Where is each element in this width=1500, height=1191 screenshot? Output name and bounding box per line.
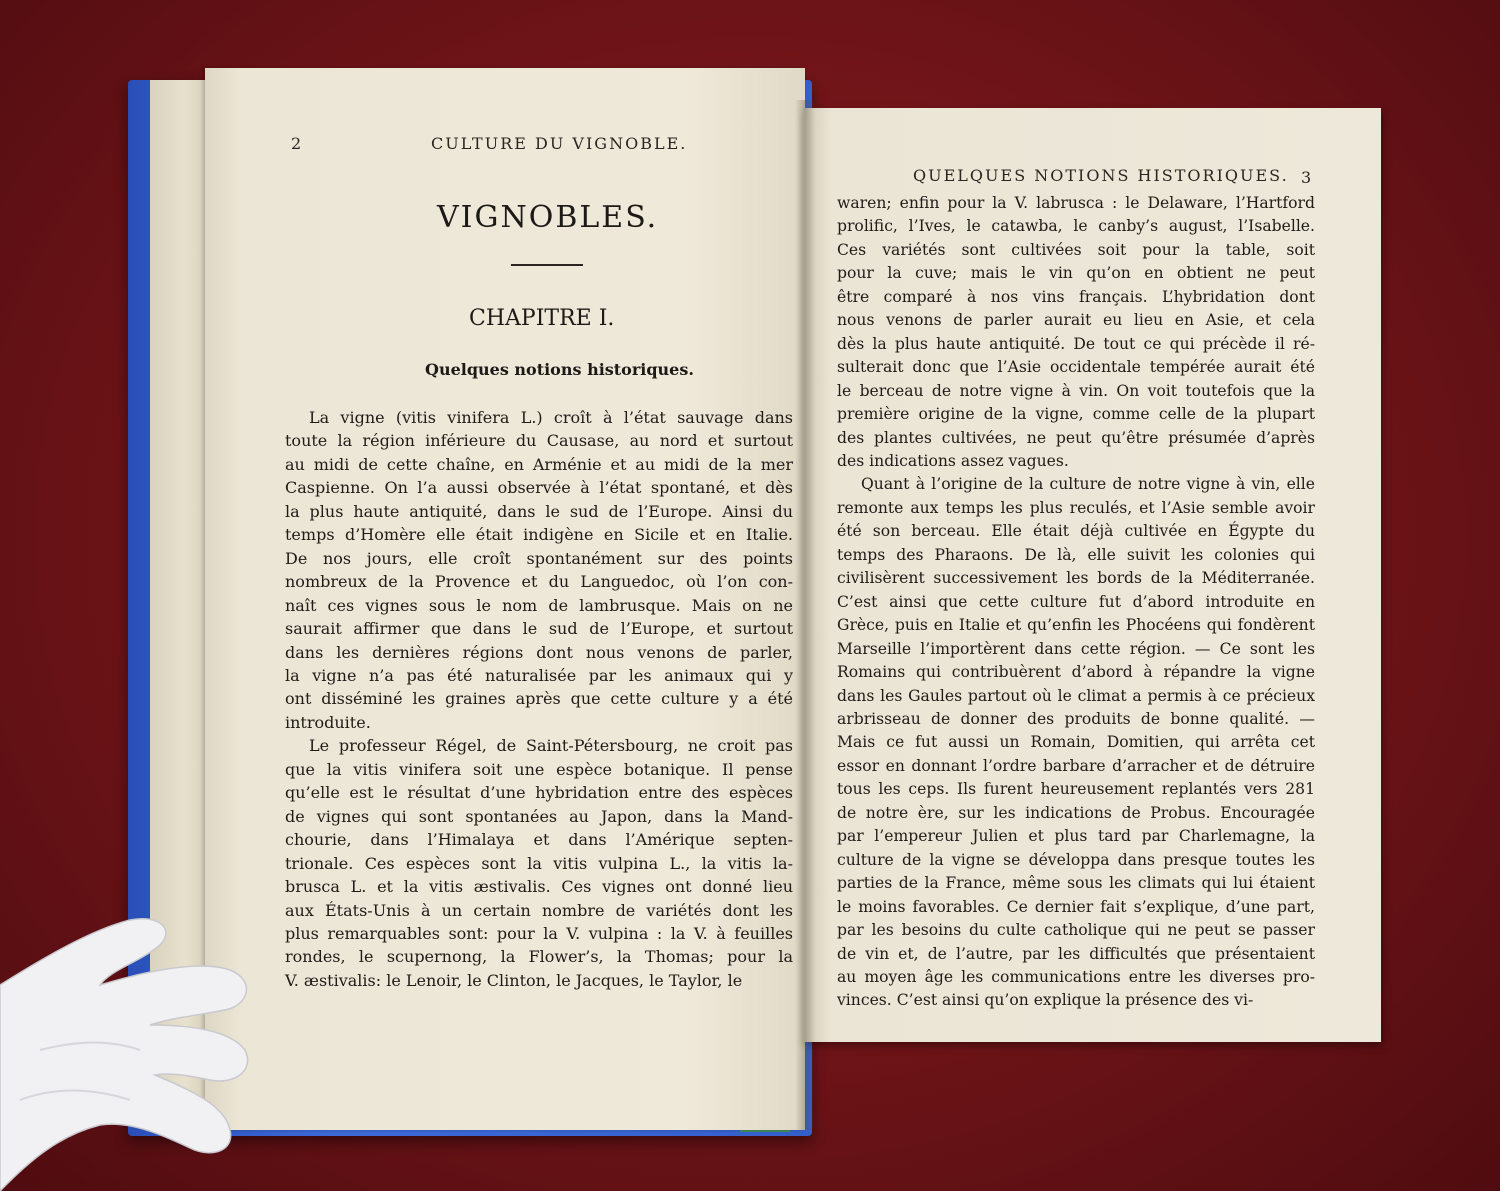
- right-text-line: par les besoins du culte catholique qui ne peut se passer: [837, 921, 1315, 940]
- right-text-line: dès la plus haute antiquité. De tout ce qui précède il ré-: [837, 334, 1315, 353]
- right-text-line: Romains qui contribuèrent d’abord à répandre la vigne: [837, 663, 1315, 682]
- right-text-line: été son berceau. Elle était déjà cultivée en Égypte du: [837, 522, 1315, 541]
- right-text-line: waren; enfin pour la V. labrusca : le Delaware, l’Hartford: [837, 194, 1315, 212]
- right-text-line: Ces variétés sont cultivées soit pour la table, soit: [837, 240, 1315, 259]
- gloved-hand: [0, 890, 270, 1191]
- left-text-line: plus remarquables sont: pour la V. vulpina : la V. à feuilles: [285, 923, 793, 943]
- right-text-line: première origine de la vigne, comme celle de la plupart: [837, 405, 1315, 424]
- right-text-line: C’est ainsi que cette culture fut d’abord introduite en: [837, 592, 1315, 611]
- left-text-line: toute la région inférieure du Causase, au nord et surtout: [285, 431, 793, 451]
- right-text-line: dans les Gaules partout où le climat a permis à ce précieux: [837, 686, 1315, 705]
- right-text-line: Marseille l’importèrent dans cette région. — Ce sont les: [837, 639, 1315, 658]
- left-text-line: V. æstivalis: le Lenoir, le Clinton, le Jacques, le Taylor, le: [285, 970, 743, 990]
- left-running-head: CULTURE DU VIGNOBLE.: [431, 134, 688, 153]
- left-text-line: que la vitis vinifera soit une espèce botanique. Il pense: [285, 759, 793, 779]
- left-text-line: Le professeur Régel, de Saint-Pétersbourg, ne croit pas: [309, 736, 793, 756]
- chapter-heading: CHAPITRE I.: [469, 306, 615, 331]
- section-subtitle: Quelques notions historiques.: [425, 360, 694, 379]
- left-text-line: ont disséminé les graines après que cette culture y a été: [285, 689, 793, 709]
- right-text-line: de notre ère, sur les indications de Probus. Encouragée: [837, 803, 1315, 822]
- left-text-line: qu’elle est le résultat d’une hybridation entre des espèces: [285, 783, 793, 803]
- left-text-line: temps d’Homère elle était indigène en Sicile et en Italie.: [285, 525, 793, 545]
- right-text-line: temps des Pharaons. De là, elle suivit les colonies qui: [837, 545, 1315, 564]
- left-text-line: chourie, dans l’Himalaya et dans l’Amérique septen-: [285, 830, 793, 850]
- right-text-line: être comparé à nos vins français. L’hybridation dont: [837, 287, 1315, 306]
- left-page: [205, 68, 805, 1130]
- left-text-line: de vignes qui sont spontanées au Japon, dans la Mand-: [285, 806, 793, 826]
- left-text-line: la plus haute antiquité, dans le sud de l’Europe. Ainsi du: [285, 501, 793, 521]
- right-text-line: de vin et, de l’autre, par les difficultés que présentaient: [837, 944, 1315, 963]
- left-text-line: De nos jours, elle croît spontanément sur des points: [285, 548, 793, 568]
- right-text-line: vinces. C’est ainsi qu’on explique la présence des vi-: [837, 991, 1254, 1010]
- right-text-line: Grèce, puis en Italie et qu’enfin les Phocéens qui fondèrent: [837, 616, 1315, 635]
- left-text-line: naît ces vignes sous le nom de lambrusque. Mais on ne: [285, 595, 793, 615]
- right-text-line: pour la cuve; mais le vin qu’on en obtient ne peut: [837, 264, 1315, 283]
- left-text-line: introduite.: [285, 712, 371, 732]
- left-page-number: 2: [291, 134, 302, 153]
- right-text-line: remonte aux temps les plus reculés, et l’Asie semble avoir: [837, 498, 1315, 517]
- right-text-line: des indications assez vagues.: [837, 451, 1069, 470]
- right-text-line: essor en donnant l’ordre barbare d’arracher et de détruire: [837, 756, 1315, 775]
- title-rule: [511, 264, 583, 266]
- right-page: [803, 108, 1381, 1042]
- left-text-line: aux États-Unis à un certain nombre de variétés dont les: [285, 900, 793, 920]
- right-text-line: culture de la vigne se développa dans presque toutes les: [837, 850, 1315, 869]
- left-text-line: Caspienne. On l’a aussi observée à l’état spontané, et dès: [285, 478, 793, 498]
- right-page-number: 3: [1301, 168, 1312, 187]
- right-text-line: prolific, l’Ives, le catawba, le canby’s august, l’Isabelle.: [837, 217, 1315, 236]
- right-text-line: parties de la France, même sous les climats qui lui étaient: [837, 874, 1315, 893]
- page-title: VIGNOBLES.: [437, 200, 659, 235]
- left-text-line: dans les dernières régions dont nous venons de parler,: [285, 642, 793, 662]
- right-text-line: Quant à l’origine de la culture de notre vigne à vin, elle: [861, 475, 1315, 494]
- left-text-line: la vigne n’a pas été naturalisée par les animaux qui y: [285, 665, 793, 685]
- left-text-line: rondes, le scupernong, la Flower’s, la Thomas; pour la: [285, 947, 793, 967]
- left-text-line: nombreux de la Provence et du Languedoc, où l’on con-: [285, 572, 793, 592]
- book-gutter: [795, 100, 815, 1130]
- right-text-line: au moyen âge les communications entre les diverses pro-: [837, 967, 1315, 986]
- right-text-line: le berceau de notre vigne à vin. On voit toutefois que la: [837, 381, 1315, 400]
- right-text-line: Mais ce fut aussi un Romain, Domitien, qui arrêta cet: [837, 733, 1315, 752]
- right-text-line: tous les ceps. Ils furent heureusement replantés vers 281: [837, 780, 1315, 799]
- right-body-text: [837, 192, 1315, 1013]
- left-body-text: [285, 406, 793, 992]
- right-text-line: nous venons de parler aurait eu lieu en Asie, et cela: [837, 311, 1315, 330]
- right-text-line: civilisèrent successivement les bords de la Méditerranée.: [837, 569, 1315, 588]
- right-text-line: des plantes cultivées, ne peut qu’être présumée d’après: [837, 428, 1315, 447]
- left-text-line: brusca L. et la vitis æstivalis. Ces vignes ont donné lieu: [285, 877, 793, 897]
- left-text-line: au midi de cette chaîne, en Arménie et au midi de la mer: [285, 454, 793, 474]
- right-text-line: arbrisseau de donner des produits de bonne qualité. —: [837, 709, 1315, 728]
- left-text-line: saurait affirmer que dans le sud de l’Europe, et surtout: [285, 619, 793, 639]
- right-text-line: sulterait donc que l’Asie occidentale tempérée aurait été: [837, 358, 1315, 377]
- right-text-line: par l’empereur Julien et plus tard par Charlemagne, la: [837, 827, 1315, 846]
- right-running-head: QUELQUES NOTIONS HISTORIQUES.: [913, 166, 1289, 185]
- left-text-line: trionale. Ces espèces sont la vitis vulpina L., la vitis la-: [285, 853, 793, 873]
- left-text-line: La vigne (vitis vinifera L.) croît à l’état sauvage dans: [309, 408, 793, 427]
- right-text-line: le moins favorables. Ce dernier fait s’explique, d’une part,: [837, 897, 1315, 916]
